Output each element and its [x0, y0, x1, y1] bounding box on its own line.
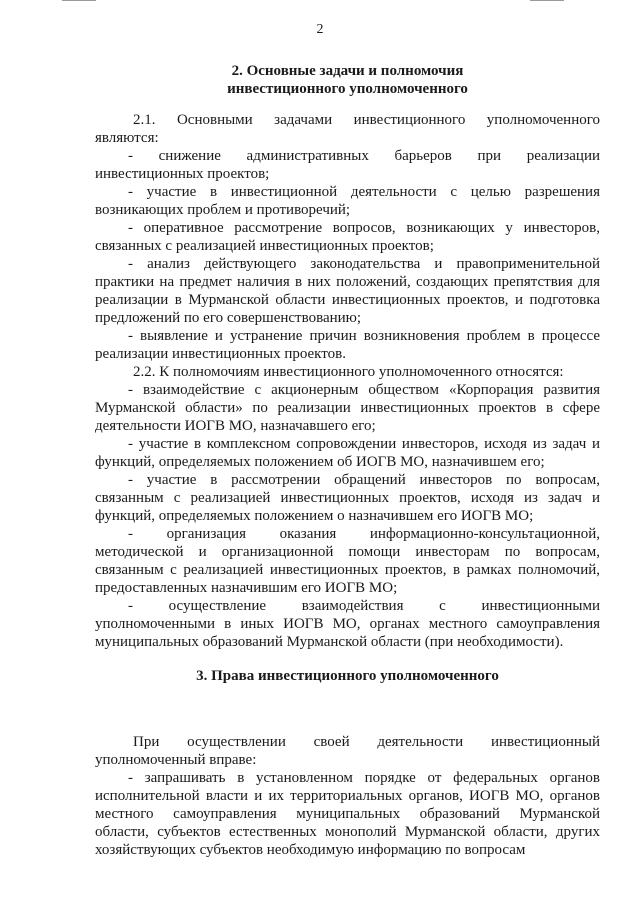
page-number: 2	[316, 22, 324, 37]
paragraph-line: деятельности ИОГВ МО, назначавшего его;	[95, 418, 376, 434]
section-2-heading	[95, 62, 600, 98]
heading-line: 3. Права инвестиционного уполномоченного	[196, 668, 499, 684]
heading-line: 2. Основные задачи и полномочия	[231, 63, 464, 79]
paragraph-line: связанных с реализацией инвестиционных проектов;	[95, 238, 434, 254]
paragraph-line: исполнительной власти и их территориальных органов, ИОГВ МО, органов	[95, 788, 600, 804]
paragraph-line: При осуществлении своей деятельности инвестиционный	[133, 734, 600, 750]
paragraph-line: реализации в Мурманской области инвестиционных проектов, и подготовка	[95, 292, 600, 308]
paragraph-line: являются:	[95, 130, 159, 146]
paragraph-line: - оперативное рассмотрение вопросов, возникающих у инвесторов,	[128, 220, 600, 236]
paragraph-line: - осуществление взаимодействия с инвестиционными	[128, 598, 600, 614]
paragraph-line: - участие в комплексном сопровождении инвесторов, исходя из задач и	[128, 436, 600, 452]
paragraph-line: - взаимодействие с акционерным обществом «Корпорация развития	[128, 382, 600, 398]
paragraph-line: хозяйствующих субъектов необходимую информацию по вопросам	[95, 842, 526, 858]
paragraph-line: предоставленных назначившим его ИОГВ МО;	[95, 580, 398, 596]
paragraph-line: - запрашивать в установленном порядке от федеральных органов	[128, 770, 600, 786]
paragraph-line: - выявление и устранение причин возникновения проблем в процессе	[128, 328, 600, 344]
scan-edge-mark	[530, 0, 564, 1]
paragraph-line: методической и организационной помощи инвесторам по вопросам,	[95, 544, 600, 560]
paragraph-line: функций, определяемых положением об ИОГВ МО, назначившем его;	[95, 454, 545, 470]
scan-edge-mark	[62, 0, 96, 1]
paragraph-line: инвестиционных проектов;	[95, 166, 270, 182]
paragraph-line: уполномоченный вправе:	[95, 752, 257, 768]
paragraph-line: возникающих проблем и противоречий;	[95, 202, 351, 218]
paragraph-line: - участие в рассмотрении обращений инвесторов по вопросам,	[128, 472, 600, 488]
paragraph-line: связанным с реализацией инвестиционных проектов, исходя из задач и	[95, 490, 600, 506]
paragraph-line: муниципальных образований Мурманской области (при необходимости).	[95, 634, 564, 650]
paragraph-line: - анализ действующего законодательства и правоприменительной	[128, 256, 600, 272]
paragraph-line: - участие в инвестиционной деятельности с целью разрешения	[128, 184, 600, 200]
paragraph-line: функций, определяемых положением о назначившем его ИОГВ МО;	[95, 508, 534, 524]
paragraph-line: Мурманской области» по реализации инвестиционных проектов в сфере	[95, 400, 600, 416]
paragraph-line: реализации инвестиционных проектов.	[95, 346, 346, 362]
paragraph-line: связанным с реализацией инвестиционных проектов, в рамках полномочий,	[95, 562, 600, 578]
paragraph-line: местного самоуправления муниципальных образований Мурманской	[95, 806, 600, 822]
paragraph-line: 2.1. Основными задачами инвестиционного уполномоченного	[133, 112, 600, 128]
document-body	[95, 111, 600, 859]
paragraph-line: предложений по его совершенствованию;	[95, 310, 362, 326]
paragraph-line: 2.2. К полномочиям инвестиционного уполномоченного относятся:	[133, 364, 564, 380]
section-spacer	[95, 651, 600, 733]
paragraph-line: уполномоченными в иных ИОГВ МО, органах местного самоуправления	[95, 616, 600, 632]
paragraph-line: области, субъектов естественных монополий Мурманской области, других	[95, 824, 600, 840]
section-3-heading	[95, 667, 600, 685]
paragraph-line: практики на предмет наличия в них положений, создающих препятствия для	[95, 274, 600, 290]
heading-line: инвестиционного уполномоченного	[227, 81, 468, 97]
paragraph-line: - снижение административных барьеров при реализации	[128, 148, 600, 164]
paragraph-line: - организация оказания информационно-консультационной,	[128, 526, 600, 542]
